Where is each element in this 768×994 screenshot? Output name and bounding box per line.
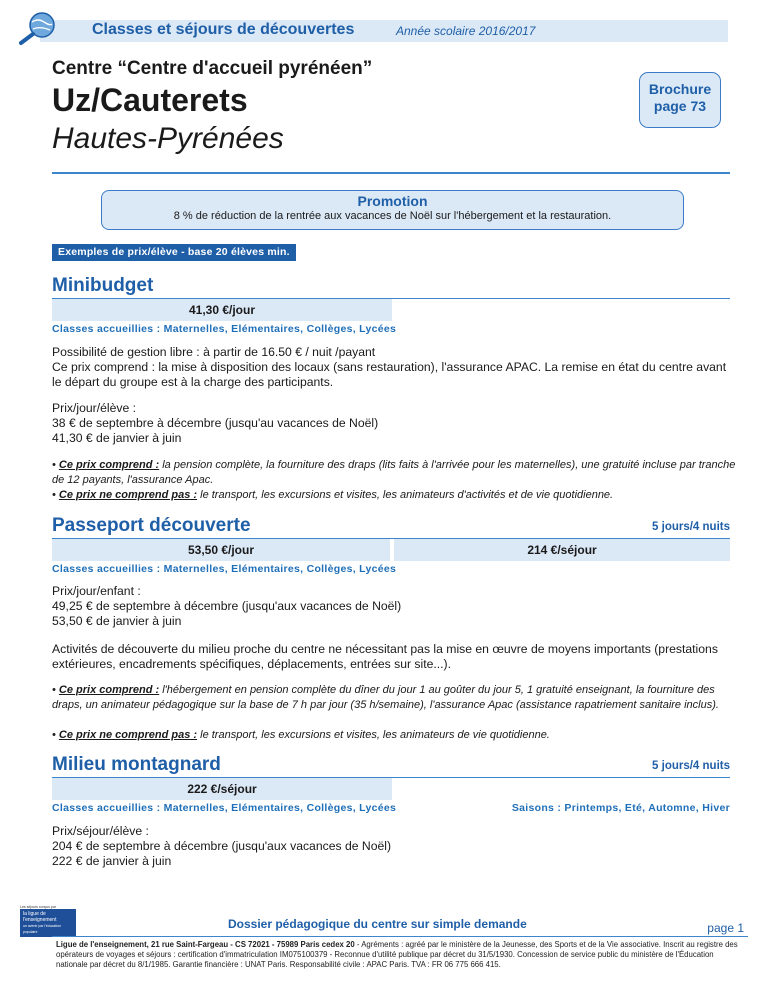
duration-passeport: 5 jours/4 nuits (652, 521, 730, 533)
brochure-label: Brochure (648, 81, 712, 97)
includes-text: la pension complète, la fourniture des draps (lits faits à l'arrivée pour les maternelles), une gratuité incluse par tranche de 12 payants, l'assurance Apac. (52, 459, 736, 486)
price-line: 222 € de janvier à juin (52, 854, 172, 868)
brochure-page: page 73 (653, 98, 707, 114)
price-montagnard: 222 €/séjour (52, 778, 392, 800)
header-title: Classes et séjours de découvertes (92, 21, 355, 38)
price-line: 38 € de septembre à décembre (jusqu'au vacances de Noël) (52, 416, 379, 430)
price-line: 49,25 € de septembre à décembre (jusqu'aux vacances de Noël) (52, 599, 402, 613)
price-stay-passeport: 214 €/séjour (394, 539, 730, 561)
excludes-label: Ce prix ne comprend pas : (58, 489, 198, 501)
section-title-passeport: Passeport découverte (52, 515, 251, 536)
promotion-title: Promotion (357, 193, 428, 209)
classes-passeport: Classes accueillies : Maternelles, Elémentaires, Collèges, Lycées (52, 563, 397, 575)
school-year: Année scolaire 2016/2017 (396, 24, 536, 38)
gestion-libre-text: Possibilité de gestion libre : à partir de 16.50 € / nuit /payant (52, 345, 376, 359)
footer-legal: - Agréments : agréé par le ministère de la Jeunesse, des Sports et de la Vie associative. Inscrit au registre des opérateurs de voyages et séjours : certification d'immatriculation IM075100379 - Reconnue d'utilité publique par décret du 31/5/1930. Concession de service public du ministère de l'Éducation nationale par décret du 8/1/1985. Garantie financière : UNAT Paris. Responsabilité civile : APAC Paris. TVA : FR 06 775 666 415. (56, 940, 738, 969)
includes-text: l'hébergement en pension complète du dîner du jour 1 au goûter du jour 5, 1 gratuité enseignant, la fourniture des draps, un animateur pédagogique sur la base de 7 h par jour (35 h/semaine), l'assurance Apac (assistance rapatriement sanitaire inclus). (52, 684, 719, 711)
globe-magnifier-icon (16, 10, 60, 46)
place-title: Uz/Cauterets (52, 82, 248, 118)
includes-label: Ce prix comprend : (58, 684, 160, 696)
footer-divider (52, 936, 748, 937)
brochure-badge (639, 72, 721, 128)
promotion-text: 8 % de réduction de la rentrée aux vacances de Noël sur l'hébergement et la restauration. (173, 210, 612, 222)
excludes-note: • Ce prix ne comprend pas : le transport, les excursions et visites, les animateurs de vie quotidienne. (52, 729, 550, 741)
header-bar (40, 20, 728, 42)
logo-line: la ligue de (23, 911, 46, 917)
price-line: 53,50 € de janvier à juin (52, 614, 182, 628)
classes-montagnard: Classes accueillies : Maternelles, Elémentaires, Collèges, Lycées (52, 802, 397, 814)
excludes-label: Ce prix ne comprend pas : (58, 729, 198, 741)
seasons-montagnard: Saisons : Printemps, Eté, Automne, Hiver (511, 802, 730, 814)
passeport-description: Activités de découverte du milieu proche du centre ne nécessitant pas la mise en œuvre de moyens importants (prestations extérieures, encadrements spécifiques, déplacements, entrées sur site...). (52, 642, 718, 671)
dossier-note: Dossier pédagogique du centre sur simple demande (228, 917, 527, 931)
minibudget-includes-text: Ce prix comprend : la mise à disposition des locaux (sans restauration), l'assurance APAC. La remise en état du centre avant le départ du groupe est à la charge des participants. (52, 360, 727, 389)
promotion-box (101, 190, 684, 230)
logo-line: l'enseignement (23, 917, 57, 923)
price-day-passeport: 53,50 €/jour (52, 539, 390, 561)
excludes-note: • Ce prix ne comprend pas : le transport, les excursions et visites, les animateurs d'activités et de vie quotidienne. (52, 489, 614, 501)
logo-line: un avenir par l'éducation populaire (23, 924, 62, 934)
logo-box (20, 909, 76, 937)
price-line: 41,30 € de janvier à juin (52, 431, 182, 445)
section-title-montagnard: Milieu montagnard (52, 754, 221, 775)
region-title: Hautes-Pyrénées (52, 122, 284, 155)
center-name: Centre “Centre d'accueil pyrénéen” (52, 58, 373, 79)
examples-label: Exemples de prix/élève - base 20 élèves min. (52, 244, 296, 261)
header-divider (52, 172, 730, 174)
prices-head: Prix/séjour/élève : (52, 824, 149, 838)
includes-label: Ce prix comprend : (58, 459, 160, 471)
classes-minibudget: Classes accueillies : Maternelles, Elémentaires, Collèges, Lycées (52, 323, 397, 335)
includes-note: • Ce prix comprend : l'hébergement en pension complète du dîner du jour 1 au goûter du jour 5, 1 gratuité enseignant, la fourniture des draps, un animateur pédagogique sur la base de 7 h par jour (35 h/semaine), l'assurance Apac (assistance rapatriement sanitaire inclus). (52, 684, 719, 711)
footer-address: Ligue de l'enseignement, 21 rue Saint-Fargeau - CS 72021 - 75989 Paris cedex 20 (56, 940, 355, 949)
section-title-minibudget: Minibudget (52, 275, 154, 296)
prices-head: Prix/jour/enfant : (52, 584, 141, 598)
page-number: page 1 (707, 921, 744, 935)
logo-caption: Les séjours conçus par (20, 905, 56, 909)
legal-footer (56, 940, 746, 970)
excludes-text: le transport, les excursions et visites, les animateurs de vie quotidienne. (197, 729, 550, 741)
includes-note: • Ce prix comprend : la pension complète, la fourniture des draps (lits faits à l'arrivée pour les maternelles), une gratuité incluse par tranche de 12 payants, l'assurance Apac. (52, 459, 736, 486)
excludes-text: le transport, les excursions et visites, les animateurs d'activités et de vie quotidienne. (197, 489, 614, 501)
price-minibudget: 41,30 €/jour (52, 299, 392, 321)
duration-montagnard: 5 jours/4 nuits (652, 760, 730, 772)
prices-head: Prix/jour/élève : (52, 401, 136, 415)
price-line: 204 € de septembre à décembre (jusqu'aux vacances de Noël) (52, 839, 392, 853)
